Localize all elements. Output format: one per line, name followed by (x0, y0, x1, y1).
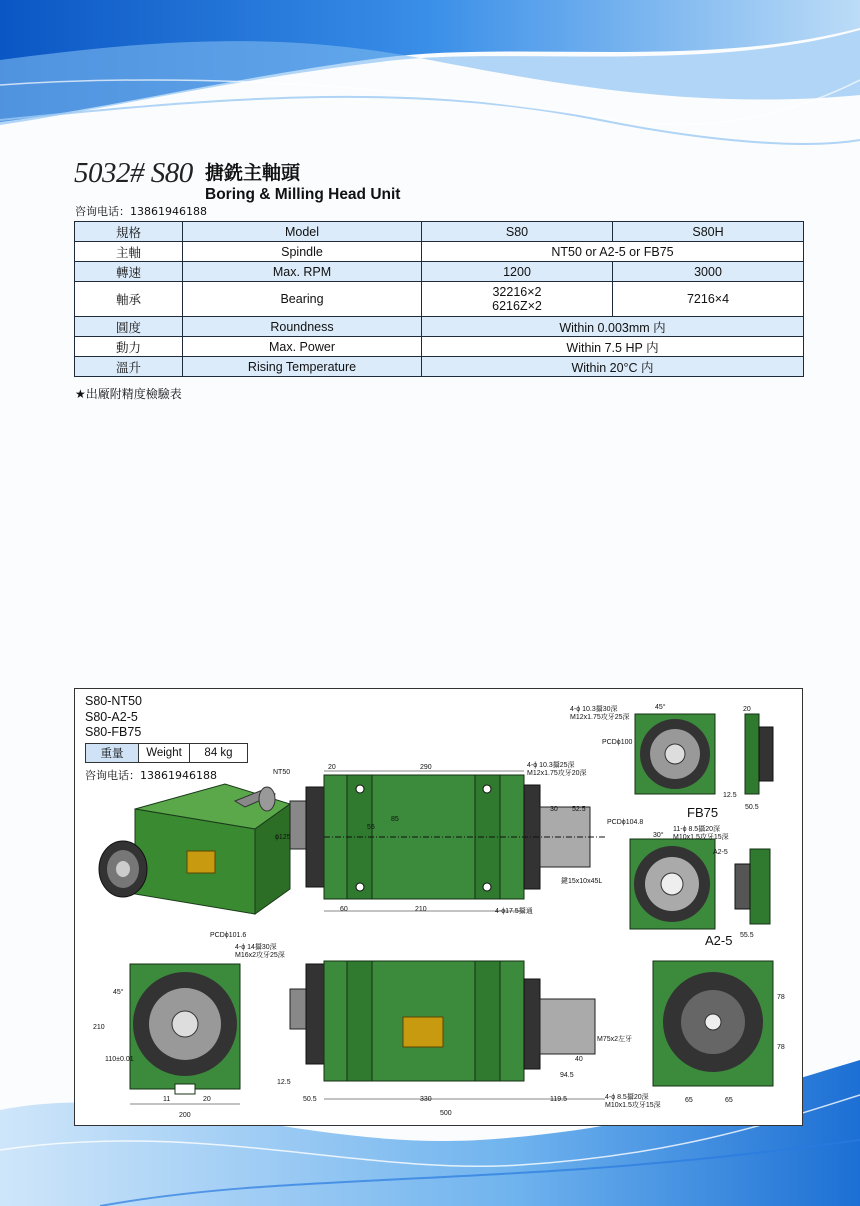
spec-label-cn: 轉速 (75, 262, 183, 282)
table-row (75, 242, 804, 262)
table-row (75, 337, 804, 357)
dim-holes-bottom: 4-ϕ17.5攝通 (495, 908, 533, 915)
model-item: S80-FB75 (85, 725, 142, 739)
fb-pcd: PCDϕ100 (602, 739, 633, 746)
side-m75: M75x2左牙 (597, 1036, 633, 1043)
drawing-phone: 咨询电话：13861946188 (85, 769, 217, 782)
dim-125: ϕ125 (275, 834, 291, 841)
dim-60: 60 (340, 906, 348, 913)
dim-holes-top: 4-ϕ 10.3攝25深 (527, 762, 575, 769)
side-view-top (290, 775, 605, 899)
table-row (75, 262, 804, 282)
front-45: 45° (113, 989, 124, 996)
side-view-bottom (290, 961, 595, 1081)
dim-210: 210 (415, 906, 427, 913)
dim-holes-top-thread: M12x1.75攻牙20深 (527, 770, 587, 777)
side-500: 500 (440, 1110, 452, 1117)
rear-view (653, 961, 773, 1086)
a-pcd: PCDϕ104.8 (607, 819, 644, 826)
a-ref: A2-5 (713, 849, 728, 856)
fb-12-5: 12.5 (723, 792, 737, 799)
fb-holes: 4-ϕ 10.3攝30深 (570, 706, 618, 713)
fb-50-5: 50.5 (745, 804, 759, 811)
technical-drawing (74, 688, 803, 1126)
table-row (75, 357, 804, 377)
spec-value: NT50 or A2-5 or FB75 (422, 242, 804, 262)
front-pcd: PCDϕ101.6 (210, 932, 247, 939)
side-119-5: 119.5 (550, 1096, 567, 1103)
side-40: 40 (575, 1056, 583, 1063)
spec-value: 3000 (613, 262, 804, 282)
model-code: 5032# S80 (74, 157, 193, 189)
fb-20: 20 (743, 706, 751, 713)
spec-label-en: Roundness (183, 317, 422, 337)
table-row (75, 317, 804, 337)
fb-45: 45° (655, 704, 666, 711)
spec-label-cn: 主軸 (75, 242, 183, 262)
inspection-note: ★出厰附精度檢驗表 (75, 387, 182, 401)
model-list (85, 694, 142, 741)
spec-label-cn: 圓度 (75, 317, 183, 337)
spec-label-en: Model (183, 222, 422, 242)
spec-label-cn: 規格 (75, 222, 183, 242)
spec-label-en: Rising Temperature (183, 357, 422, 377)
spec-value: Within 0.003mm 内 (422, 317, 804, 337)
bearing-line-2: 6216Z×2 (492, 299, 542, 313)
label-a25: A2-5 (705, 933, 733, 948)
front-holes: 4-ϕ 14攝30深 (235, 944, 277, 951)
front-110: 110±0.01 (105, 1056, 134, 1063)
title-chinese: 搪銑主軸頭 (205, 162, 301, 184)
dim-52-5: 52.5 (572, 806, 586, 813)
spec-label-cn: 溫升 (75, 357, 183, 377)
dim-290: 290 (420, 764, 432, 771)
table-row (75, 282, 804, 317)
spec-label-en: Max. RPM (183, 262, 422, 282)
dim-nt50: NT50 (273, 769, 291, 776)
model-item: S80-NT50 (85, 694, 142, 708)
spec-label-en: Max. Power (183, 337, 422, 357)
weight-table (85, 743, 248, 763)
spec-value: 7216×4 (613, 282, 804, 317)
front-holes-thread: M16x2攻牙25深 (235, 952, 285, 959)
fb-holes-thread: M12x1.75攻牙25深 (570, 714, 630, 721)
table-row (75, 222, 804, 242)
dim-30: 30 (550, 806, 558, 813)
isometric-view (99, 784, 290, 914)
spec-label-en: Spindle (183, 242, 422, 262)
spec-table (74, 221, 804, 377)
a-55-5: 55.5 (740, 932, 754, 939)
bearing-line-1: 32216×2 (492, 285, 542, 299)
side-330: 330 (420, 1096, 432, 1103)
rear-65-a: 65 (685, 1097, 693, 1104)
front-view (130, 964, 240, 1094)
side-12-5: 12.5 (277, 1079, 291, 1086)
spec-label-cn: 動力 (75, 337, 183, 357)
spec-label-cn: 軸承 (75, 282, 183, 317)
spec-value: Within 20°C 内 (422, 357, 804, 377)
front-20: 20 (203, 1096, 211, 1103)
rear-78-b: 78 (777, 1044, 785, 1051)
weight-label-en: Weight (139, 744, 190, 763)
spec-value: S80 (422, 222, 613, 242)
side-holes: 4-ϕ 8.5攝20深 (605, 1094, 649, 1101)
side-holes-thread: M10x1.5攻牙15深 (605, 1102, 661, 1109)
side-94-5: 94.5 (560, 1072, 574, 1079)
dim-20: 20 (328, 764, 336, 771)
fb75-view (635, 714, 773, 794)
rear-78-a: 78 (777, 994, 785, 1001)
a-holes-thread: M10x1.5攻牙15深 (673, 834, 729, 841)
side-50-5: 50.5 (303, 1096, 317, 1103)
label-fb75: FB75 (687, 805, 719, 820)
dim-55: 55 (367, 824, 375, 831)
front-200: 200 (179, 1112, 191, 1119)
title-english: Boring & Milling Head Unit (205, 186, 401, 203)
spec-value: 1200 (422, 262, 613, 282)
spec-label-en: Bearing (183, 282, 422, 317)
spec-value (422, 282, 613, 317)
front-11: 11 (163, 1096, 171, 1103)
model-item: S80-A2-5 (85, 709, 138, 724)
dim-85: 85 (391, 816, 399, 823)
front-210: 210 (93, 1024, 105, 1031)
weight-label-cn: 重量 (86, 744, 139, 763)
contact-phone: 咨询电话：13861946188 (75, 205, 207, 218)
dim-keyway: 鍵15x10x45L (561, 878, 603, 885)
rear-65-b: 65 (725, 1097, 733, 1104)
spec-value: S80H (613, 222, 804, 242)
a-holes: 11-ϕ 8.5攝20深 (673, 826, 720, 833)
a25-view (630, 839, 770, 929)
weight-value: 84 kg (190, 744, 248, 763)
a-30: 30° (653, 832, 664, 839)
spec-value: Within 7.5 HP 内 (422, 337, 804, 357)
